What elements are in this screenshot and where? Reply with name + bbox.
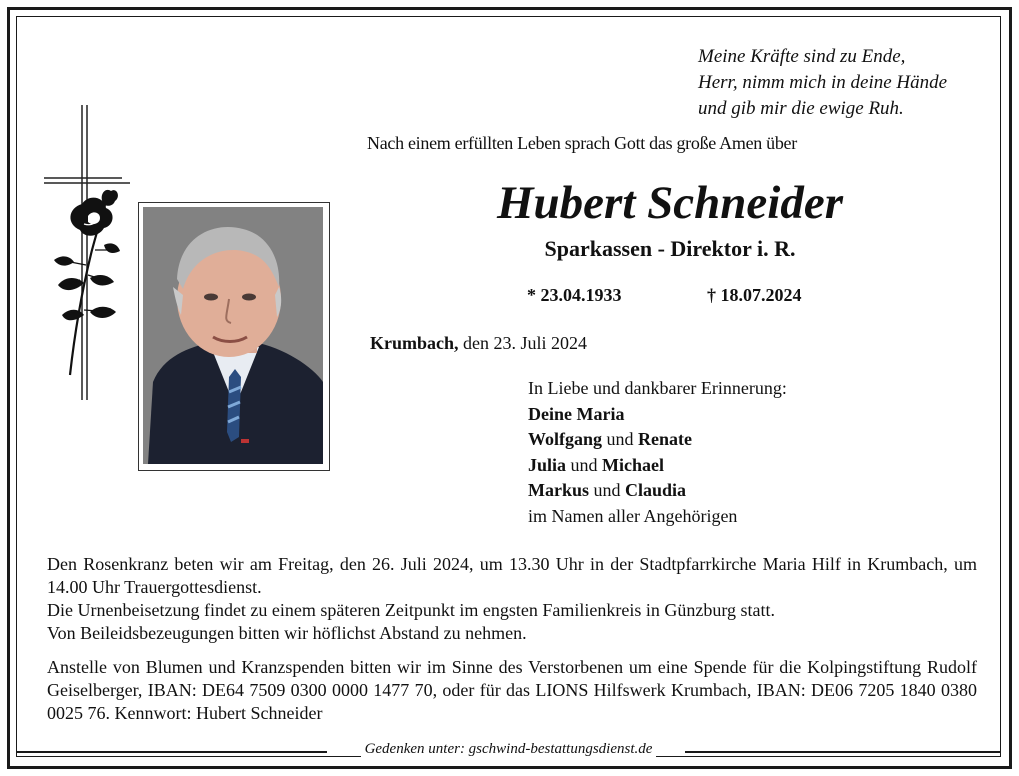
quote-line: und gib mir die ewige Ruh. — [698, 98, 904, 119]
mourner-connector: und — [593, 480, 621, 501]
quote-line: Meine Kräfte sind zu Ende, — [698, 46, 906, 67]
mourner-name: Michael — [602, 454, 664, 475]
portrait-illustration — [143, 207, 323, 464]
mourner-name: Deine Maria — [528, 403, 625, 424]
mourner-name: Markus — [528, 480, 590, 501]
intro-text: Nach einem erfüllten Leben sprach Gott das große Amen über — [367, 133, 797, 153]
place-date-text: den 23. Juli 2024 — [463, 333, 588, 353]
place-date — [370, 333, 587, 354]
footer — [17, 740, 1000, 760]
mourner-name: Renate — [638, 429, 692, 450]
mourners-closing: im Namen aller Angehörigen — [528, 505, 738, 526]
mourner-connector: und — [570, 454, 598, 475]
footer-link[interactable]: Gedenken unter: gschwind-bestattungsdienst.de — [361, 741, 657, 757]
deceased-name: Hubert Schneider — [496, 177, 843, 229]
mourner-connector: und — [606, 429, 634, 450]
quote-line: Herr, nimm mich in deine Hände — [698, 72, 948, 93]
cross-rose-icon — [40, 100, 130, 410]
mourner-name: Julia — [528, 454, 567, 475]
mourners-opening: In Liebe und dankbarer Erinnerung: — [528, 378, 787, 398]
death-date: † 18.07.2024 — [707, 285, 802, 305]
burial-paragraph: Die Urnenbeisetzung findet zu einem späteren Zeitpunkt im engsten Familienkreis in Günzburg statt. — [47, 600, 775, 620]
mourner-name: Claudia — [625, 480, 687, 501]
memorial-quote — [698, 44, 947, 122]
deceased-role: Sparkassen - Direktor i. R. — [544, 236, 796, 261]
mourners-list — [528, 376, 787, 530]
portrait-photo — [143, 207, 323, 464]
portrait-frame — [138, 202, 330, 471]
birth-date: * 23.04.1933 — [527, 285, 622, 305]
mourner-name: Wolfgang — [528, 429, 603, 450]
service-info — [47, 553, 977, 645]
condolence-paragraph: Von Beileidsbezeugungen bitten wir höflichst Abstand zu nehmen. — [47, 623, 527, 643]
place-town: Krumbach, — [370, 333, 459, 353]
donation-paragraph: Anstelle von Blumen und Kranzspenden bitten wir im Sinne des Verstorbenen um eine Spende für die Kolpingstiftung Rudolf Geiselberger, IBAN: DE64 7509 0300 0000 1477 70, oder für das LIONS Hilfswerk Krumbach, IBAN: DE06 7205 1840 0380 0025 76. Kennwort: Hubert Schneider — [47, 657, 977, 723]
service-paragraph: Den Rosenkranz beten wir am Freitag, den 26. Juli 2024, um 13.30 Uhr in der Stadtpfarrkirche Maria Hilf in Krumbach, um 14.00 Uhr Trauergottesdienst. — [47, 554, 977, 597]
